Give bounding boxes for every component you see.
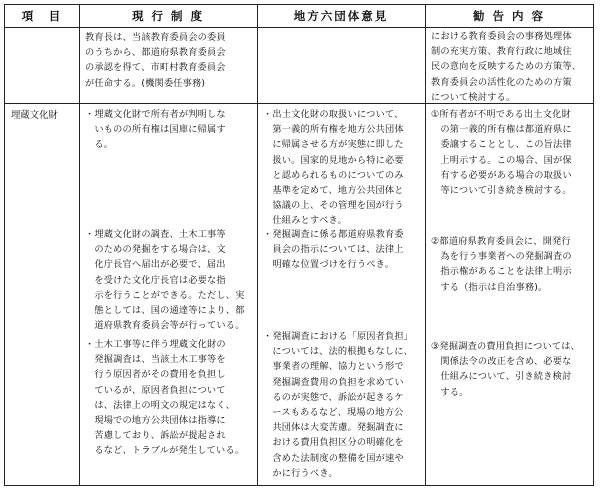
row2-recommendation-a: ①所有者が不明である出土文化財 の第一義的所有権は都道府県に 委譲することとし、この旨法律 上明示する。この場合、国が保 有する必要がある場合の取扱い 等について引き続き検討する。: [431, 109, 572, 197]
header-item: 項 目: [21, 9, 63, 23]
row2-recommendation-c: ③発掘調査の費用負担については、 関係法令の改正を含め、必要な 仕組みについて、引き続き検討 する。: [431, 341, 581, 398]
column-divider: [425, 5, 426, 485]
row2-recommendation-b: ②都道府県教育委員会に、開発行 為を行う事業者への発掘調査の 指示権があることを法律上明示 する（指示は自治事務)。: [431, 236, 572, 293]
table-header-row: [5, 5, 593, 28]
row2-current-system-a: ・埋蔵文化財で所有者が判明しな いものの所有権は国庫に帰属す る。: [85, 109, 226, 151]
column-divider: [79, 5, 80, 485]
row1-recommendation: における教育委員会の事務処理体 制の充実方策、教育行政に地域住 民の意向を反映するための方策等、 教育委員会の活性化のための方策 について検討する。: [431, 31, 582, 103]
header-current-system: 現 行 制 度: [131, 9, 204, 23]
row2-opinion-a: ・出土文化財の取扱いについて、 第一義的所有権を地方公共団体 に帰属させる方が実態に即した 扱い。国家的見地から特に必要 と認められるものについてのみ 基準を定めて、地方公共団体と 協議の上、その管理を国が行う 仕組みとすべき。: [263, 109, 404, 227]
row1-current-system: 教育長は、当該教育委員会の委員 のうちから、都道府県教育委員会 の承認を得て、市町村教育委員会 が任命する。(機関委任事務): [85, 32, 226, 89]
row2-current-system-b: ・埋蔵文化財の調査、土木工事等 のための発掘をする場合は、文 化庁長官へ届出が必要で、届出 を受けた文化庁長官は必要な指 示を行うことができる。ただし、実 態としては、国の通達等により、都 道府県教育委員会等が行っている。: [85, 229, 245, 332]
header-local-opinion: 地方六団体意見: [293, 9, 389, 23]
recommendation-table: [4, 4, 594, 486]
row2-opinion-b: ・発掘調査に係る都道府県教育委 員会の指示については、法律上 明確な位置づけを行うべき。: [263, 229, 404, 271]
column-divider: [257, 5, 258, 485]
row2-item-label: 埋蔵文化財: [11, 110, 58, 121]
row2-opinion-c: ・発掘調査における「原因者負担」 については、法的根拠もなしに、 事業者の理解、協力という形で 発掘調査費用の負担を求めてい るのが実態で、訴訟が起きるケ ースもあるなど、現場の地方公 共団体は大変苦慮。発掘調査に おける費用負担区分の明確化を 含めた法制度の整備を国が速や かに行うべき。: [263, 331, 414, 479]
row2-current-system-c: ・土木工事等に伴う埋蔵文化財の 発掘調査は、当該土木工事等を 行う原因者がその費用を負担し ているが、原因者負担について は、法律上の明文の規定はなく、 現場での地方公共団体は指導に 苦慮しており、訴訟が提起され るなど、トラブルが発生している。: [85, 339, 245, 457]
header-recommendation: 勧 告 内 容: [472, 9, 545, 23]
